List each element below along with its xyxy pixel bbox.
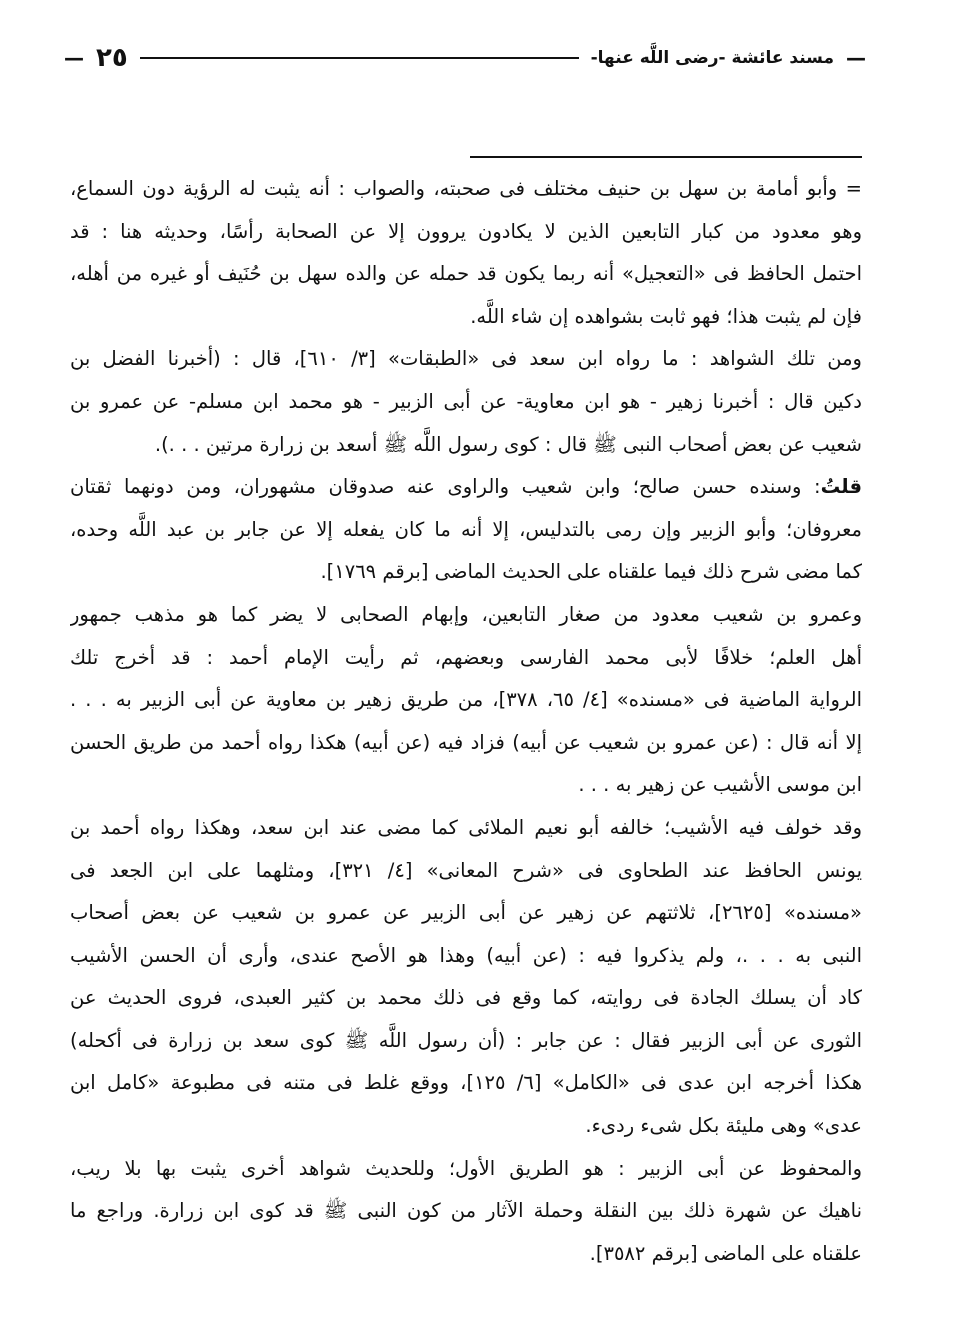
- footnote-separator: [470, 156, 862, 158]
- text-line: إلا أنه قال : (عن عمرو بن شعيب عن أبيه) فزاد فيه (عن أبيه) هكذا رواه أحمد من طريق الحسن: [70, 730, 862, 754]
- text-line: ناهيك عن شهرة ذلك بين النقلة وحملة الآثار من كون النبى ﷺ قد كوى ابن زرارة. وراجع ما: [70, 1199, 862, 1223]
- running-header: [64, 40, 866, 76]
- text-line: يونس الحافظ عند الطحاوى فى «شرح المعانى» [٤/ ٣٢١]، ومثلهما على ابن الجعد فى: [70, 858, 862, 882]
- text-line: ابن موسى الأشيب عن زهير به . . .: [578, 773, 862, 797]
- text-line: كما مضى شرح ذلك فيما علقناه على الحديث الماضى [برقم ١٧٦٩].: [320, 560, 862, 584]
- text-line: «مسنده» [٢٦٢٥]، ثلاثتهم عن زهير عن أبى الزبير عن عمرو بن شعيب عن بعض أصحاب: [70, 901, 862, 925]
- text-line: دكين قال : أخبرنا زهير - هو ابن معاوية- عن أبى الزبير - هو محمد ابن مسلم- عن عمرو بن: [70, 389, 862, 413]
- text-line: الرواية الماضية فى «مسنده» [٤/ ٦٥، ٣٧٨]، من طريق زهير بن معاوية عن أبى الزبير به . . .: [70, 688, 862, 712]
- text-line-rest: : وسنده حسن صالح؛ وابن شعيب والراوى عنه صدوقان مشهوران، ومن دونهما ثقتان: [70, 475, 821, 499]
- paragraph: [70, 594, 862, 807]
- text-line: وهو معدود من كبار التابعين الذين لا يكادون يروون إلا عن الصحابة رأسًا، وحديثه هنا : قد: [70, 219, 862, 243]
- header-dash-right: —: [846, 46, 866, 70]
- text-line: ومن تلك الشواهد : ما رواه ابن سعد فى «الطبقات» [٣/ ٦١٠]، قال : (أخبرنا الفضل بن: [70, 347, 862, 371]
- text-line: وقد خولف فيه الأشيب؛ خالفه أبو نعيم الملائى كما مضى عند ابن سعد، وهكذا رواه أحمد بن: [70, 815, 862, 839]
- header-rule: [140, 57, 579, 59]
- text-line: النبى به . . .، ولم يذكروا فيه : (عن أبيه) وهذا هو الأصح عندى، وأرى أن الحسن الأشيب: [70, 943, 862, 967]
- header-dash-left: —: [64, 46, 84, 70]
- text-line: = وأبو أمامة بن سهل بن حنيف مختلف فى صحبته، والصواب : أنه يثبت له الرؤية دون السماع،: [70, 177, 862, 200]
- paragraph: [70, 807, 862, 1148]
- text-line: عدى» وهى مليئة بكل شىء ردىء.: [585, 1114, 862, 1138]
- text-line: شعيب عن بعض أصحاب النبى ﷺ قال : كوى رسول اللَّه ﷺ أسعد بن زرارة مرتين . . .).: [154, 432, 862, 456]
- paragraph: [70, 1148, 862, 1276]
- text-line: كاد أن يسلك الجادة فى روايته، كما وقع فى ذلك محمد بن كثير العبدى، فروى الحديث عن: [70, 986, 862, 1010]
- bold-lead: قلتُ: [820, 475, 862, 499]
- text-line: والمحفوظ عن أبى الزبير : هو الطريق الأول؛ وللحديث شواهد أخرى يثبت بها بلا ريب،: [70, 1156, 862, 1180]
- footnote-body: [70, 168, 862, 1275]
- text-line: الثورى عن أبى الزبير فقال : عن جابر : (أن رسول اللَّه ﷺ كوى سعد بن زرارة فى أكحله): [70, 1028, 862, 1052]
- paragraph: [70, 466, 862, 594]
- text-line: هكذا أخرجه ابن عدى فى «الكامل» [٦/ ١٢٥]، ووقع غلط فى متنه فى مطبوعة «كامل ابن: [70, 1071, 862, 1095]
- text-line: معروفان؛ وأبو الزبير وإن رمى بالتدليس، إلا أنه ما كان يفعله إلا عن جابر بن عبد اللَّه وحده،: [70, 517, 862, 541]
- text-line: فإن لم يثبت هذا؛ فهو ثابت بشواهده إن شاء اللَّه.: [470, 304, 862, 328]
- paragraph: [70, 338, 862, 466]
- running-title: مسند عائشة -رضى اللَّه عنها-: [590, 48, 834, 68]
- text-line: وعمرو بن شعيب معدود من صغار التابعين، وإبهام الصحابى لا يضر كما هو مذهب جمهور: [70, 602, 862, 626]
- text-line: أهل العلم؛ خلافًا لأبى محمد الفارسى وبعضهم، ثم رأيت الإمام أحمد : قد أخرج تلك: [70, 645, 862, 669]
- text-line: علقناه على الماضى [برقم ٣٥٨٢].: [589, 1241, 862, 1265]
- text-line: احتمل الحافظ فى «التعجيل» أنه ربما يكون قد حمله عن والده سهل بن حُنَيف أو غيره من أهله،: [70, 262, 862, 286]
- text-line: [70, 466, 862, 509]
- page-number: ٢٥: [96, 43, 128, 73]
- paragraph: [70, 168, 862, 338]
